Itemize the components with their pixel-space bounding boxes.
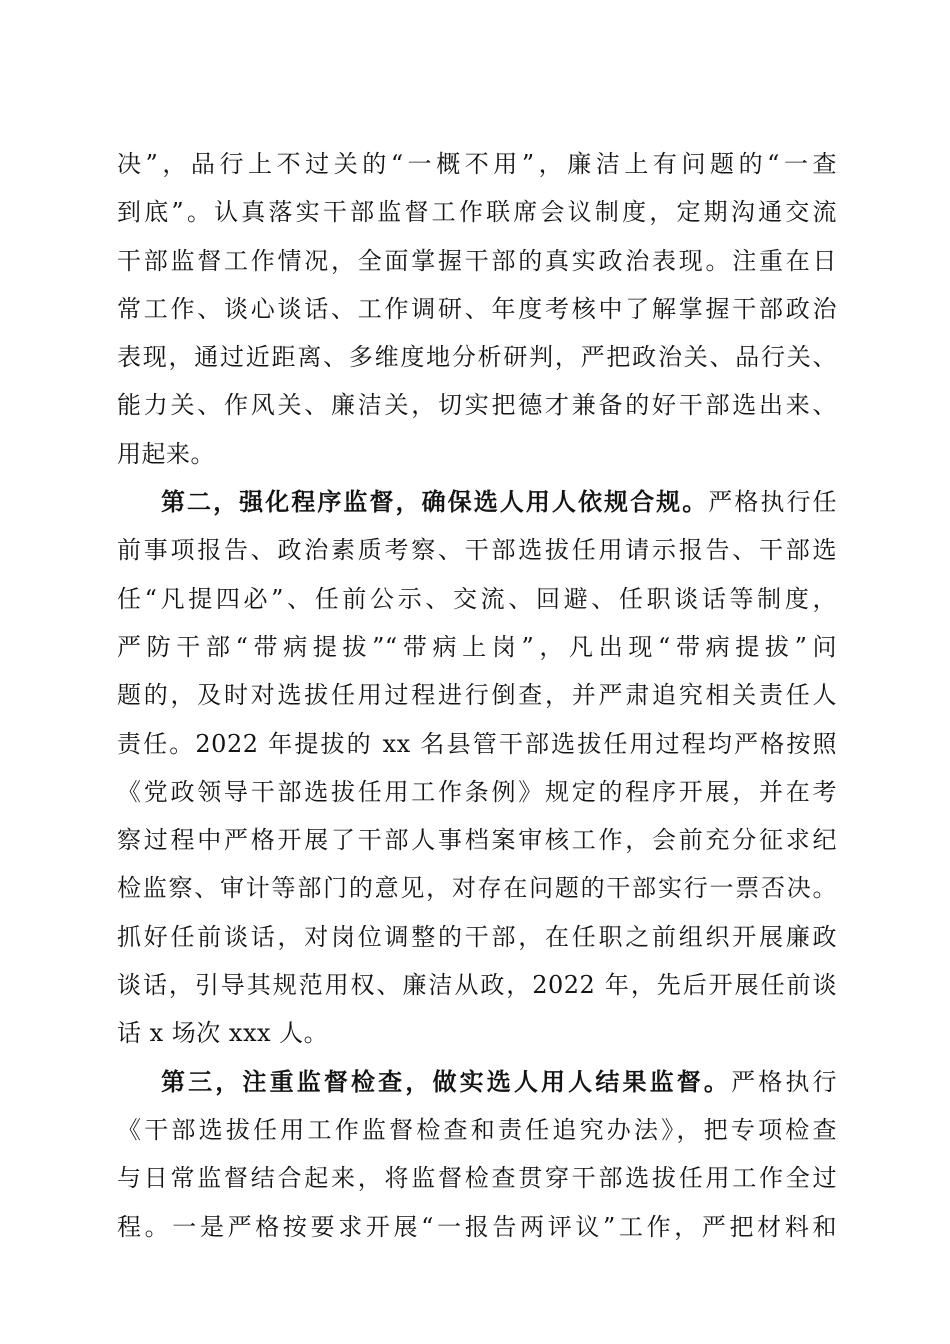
text-run: 严格执行任 bbox=[708, 488, 838, 517]
paragraph-1 bbox=[117, 140, 837, 478]
text-line: 程。一是严格按要求开展“一报告两评议”工作，严把材料和 bbox=[117, 1212, 837, 1241]
text-line: 察过程中严格开展了干部人事档案审核工作，会前充分征求纪 bbox=[117, 826, 837, 855]
text-line: 表现，通过近距离、多维度地分析研判，严把政治关、品行关、 bbox=[117, 343, 837, 372]
paragraph-2 bbox=[117, 478, 837, 1058]
text-line: 检监察、审计等部门的意见，对存在问题的干部实行一票否决。 bbox=[117, 874, 837, 903]
text-line: 话 x 场次 xxx 人。 bbox=[117, 1019, 329, 1048]
text-line: 题的，及时对选拔任用过程进行倒查，并严肃追究相关责任人 bbox=[117, 681, 837, 710]
text-line bbox=[117, 1058, 837, 1106]
document-body bbox=[117, 140, 837, 1251]
text-line: 《党政领导干部选拔任用工作条例》规定的程序开展，并在考 bbox=[117, 777, 837, 806]
text-line: 能力关、作风关、廉洁关，切实把德才兼备的好干部选出来、 bbox=[117, 391, 837, 420]
paragraph-3 bbox=[117, 1058, 837, 1251]
paragraph-heading: 第二，强化程序监督，确保选人用人依规合规。 bbox=[161, 487, 709, 517]
text-line: 责任。2022 年提拔的 xx 名县管干部选拔任用过程均严格按照 bbox=[117, 729, 837, 758]
text-line: 与日常监督结合起来，将监督检查贯穿干部选拔任用工作全过 bbox=[117, 1164, 837, 1193]
paragraph-heading: 第三，注重监督检查，做实选人用人结果监督。 bbox=[161, 1066, 732, 1096]
text-line: 严防干部“带病提拔”“带病上岗”，凡出现“带病提拔”问 bbox=[117, 632, 837, 661]
text-line: 任“凡提四必”、任前公示、交流、回避、任职谈话等制度， bbox=[117, 584, 837, 613]
text-line: 干部监督工作情况，全面掌握干部的真实政治表现。注重在日 bbox=[117, 246, 837, 275]
text-line: 前事项报告、政治素质考察、干部选拔任用请示报告、干部选 bbox=[117, 536, 837, 565]
text-line: 《干部选拔任用工作监督检查和责任追究办法》，把专项检查 bbox=[117, 1115, 837, 1144]
text-line: 决”，品行上不过关的“一概不用”，廉洁上有问题的“一查 bbox=[117, 150, 837, 178]
text-line: 谈话，引导其规范用权、廉洁从政，2022 年，先后开展任前谈 bbox=[117, 971, 837, 1000]
text-line: 抓好任前谈话，对岗位调整的干部，在任职之前组织开展廉政 bbox=[117, 922, 837, 951]
text-line: 常工作、谈心谈话、工作调研、年度考核中了解掌握干部政治 bbox=[117, 294, 837, 323]
text-run: 严格执行 bbox=[731, 1067, 837, 1096]
text-line: 用起来。 bbox=[117, 439, 215, 468]
text-line bbox=[117, 478, 837, 526]
text-line: 到底”。认真落实干部监督工作联席会议制度，定期沟通交流 bbox=[117, 198, 837, 227]
